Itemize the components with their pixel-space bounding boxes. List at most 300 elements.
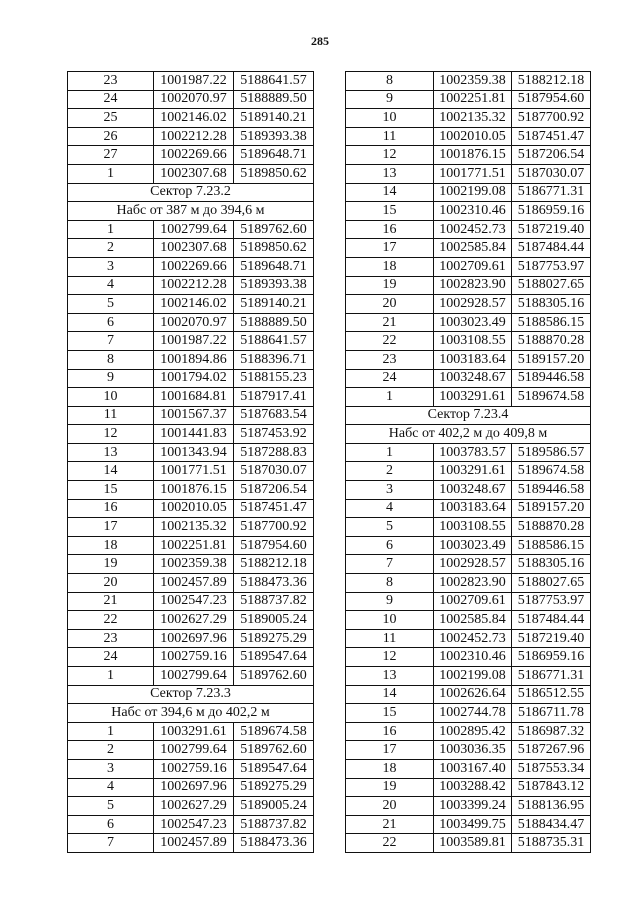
table-row: [68, 834, 314, 853]
table-row: [346, 239, 591, 258]
x-coordinate-cell: 1002199.08: [434, 183, 512, 202]
table-row: [68, 72, 314, 91]
y-coordinate-cell: 5188473.36: [234, 574, 314, 593]
table-row: [346, 536, 591, 555]
table-row: [346, 685, 591, 704]
y-coordinate-cell: 5189140.21: [234, 295, 314, 314]
point-number-cell: 14: [346, 685, 434, 704]
point-number-cell: 15: [68, 481, 154, 500]
y-coordinate-cell: 5187453.92: [234, 425, 314, 444]
table-row: [68, 481, 314, 500]
y-coordinate-cell: 5187753.97: [512, 592, 591, 611]
point-number-cell: 2: [346, 462, 434, 481]
y-coordinate-cell: 5189850.62: [234, 239, 314, 258]
x-coordinate-cell: 1002212.28: [154, 276, 234, 295]
point-number-cell: 8: [346, 574, 434, 593]
table-row: [346, 648, 591, 667]
y-coordinate-cell: 5187267.96: [512, 741, 591, 760]
table-row: [346, 350, 591, 369]
y-coordinate-cell: 5187219.40: [512, 220, 591, 239]
point-number-cell: 13: [68, 443, 154, 462]
y-coordinate-cell: 5188586.15: [512, 536, 591, 555]
y-coordinate-cell: 5187288.83: [234, 443, 314, 462]
y-coordinate-cell: 5189547.64: [234, 648, 314, 667]
x-coordinate-cell: 1003288.42: [434, 778, 512, 797]
table-row: [346, 574, 591, 593]
x-coordinate-cell: 1002010.05: [434, 127, 512, 146]
point-number-cell: 1: [346, 388, 434, 407]
x-coordinate-cell: 1002457.89: [154, 574, 234, 593]
table-row: [68, 239, 314, 258]
point-number-cell: 11: [68, 406, 154, 425]
y-coordinate-cell: 5188641.57: [234, 72, 314, 91]
table-row: [68, 146, 314, 165]
x-coordinate-cell: 1002928.57: [434, 295, 512, 314]
table-row: [68, 574, 314, 593]
y-coordinate-cell: 5189446.58: [512, 369, 591, 388]
x-coordinate-cell: 1001343.94: [154, 443, 234, 462]
point-number-cell: 24: [68, 648, 154, 667]
x-coordinate-cell: 1002585.84: [434, 239, 512, 258]
point-number-cell: 3: [68, 759, 154, 778]
y-coordinate-cell: 5189393.38: [234, 276, 314, 295]
point-number-cell: 14: [346, 183, 434, 202]
y-coordinate-cell: 5189762.60: [234, 220, 314, 239]
point-number-cell: 13: [346, 667, 434, 686]
point-number-cell: 1: [68, 722, 154, 741]
y-coordinate-cell: 5188735.31: [512, 834, 591, 853]
x-coordinate-cell: 1001771.51: [154, 462, 234, 481]
point-number-cell: 18: [346, 759, 434, 778]
point-number-cell: 12: [68, 425, 154, 444]
y-coordinate-cell: 5187553.34: [512, 759, 591, 778]
page-number: 285: [311, 34, 329, 48]
table-row: [68, 425, 314, 444]
x-coordinate-cell: 1002627.29: [154, 797, 234, 816]
table-row: [68, 592, 314, 611]
x-coordinate-cell: 1002626.64: [434, 685, 512, 704]
x-coordinate-cell: 1003183.64: [434, 499, 512, 518]
point-number-cell: 21: [68, 592, 154, 611]
table-row: [346, 555, 591, 574]
point-number-cell: 27: [68, 146, 154, 165]
x-coordinate-cell: 1001567.37: [154, 406, 234, 425]
table-row: [68, 629, 314, 648]
x-coordinate-cell: 1002547.23: [154, 815, 234, 834]
elevation-range-row: [68, 704, 314, 723]
y-coordinate-cell: 5186711.78: [512, 704, 591, 723]
point-number-cell: 20: [346, 797, 434, 816]
x-coordinate-cell: 1002627.29: [154, 611, 234, 630]
point-number-cell: 1: [68, 164, 154, 183]
table-row: [346, 611, 591, 630]
x-coordinate-cell: 1002585.84: [434, 611, 512, 630]
y-coordinate-cell: 5188870.28: [512, 332, 591, 351]
table-row: [346, 481, 591, 500]
x-coordinate-cell: 1002359.38: [434, 72, 512, 91]
point-number-cell: 16: [346, 220, 434, 239]
table-row: [346, 443, 591, 462]
table-row: [68, 350, 314, 369]
point-number-cell: 20: [68, 574, 154, 593]
point-number-cell: 15: [346, 202, 434, 221]
y-coordinate-cell: 5186959.16: [512, 648, 591, 667]
y-coordinate-cell: 5186987.32: [512, 722, 591, 741]
y-coordinate-cell: 5187683.54: [234, 406, 314, 425]
x-coordinate-cell: 1002799.64: [154, 220, 234, 239]
x-coordinate-cell: 1002269.66: [154, 146, 234, 165]
y-coordinate-cell: 5187206.54: [234, 481, 314, 500]
y-coordinate-cell: 5188305.16: [512, 295, 591, 314]
y-coordinate-cell: 5188027.65: [512, 574, 591, 593]
table-row: [346, 667, 591, 686]
point-number-cell: 26: [68, 127, 154, 146]
table-row: [346, 164, 591, 183]
y-coordinate-cell: 5187700.92: [512, 109, 591, 128]
table-body-right: [346, 72, 591, 853]
table-row: [68, 648, 314, 667]
y-coordinate-cell: 5187954.60: [234, 536, 314, 555]
y-coordinate-cell: 5187484.44: [512, 611, 591, 630]
x-coordinate-cell: 1002307.68: [154, 164, 234, 183]
y-coordinate-cell: 5188027.65: [512, 276, 591, 295]
y-coordinate-cell: 5189547.64: [234, 759, 314, 778]
point-number-cell: 7: [68, 332, 154, 351]
y-coordinate-cell: 5188136.95: [512, 797, 591, 816]
point-number-cell: 22: [346, 332, 434, 351]
y-coordinate-cell: 5187484.44: [512, 239, 591, 258]
table-row: [68, 388, 314, 407]
point-number-cell: 25: [68, 109, 154, 128]
point-number-cell: 22: [68, 611, 154, 630]
table-row: [346, 722, 591, 741]
table-row: [68, 220, 314, 239]
x-coordinate-cell: 1002709.61: [434, 257, 512, 276]
elevation-range-row: [346, 425, 591, 444]
point-number-cell: 19: [346, 778, 434, 797]
x-coordinate-cell: 1002799.64: [154, 667, 234, 686]
point-number-cell: 6: [68, 313, 154, 332]
y-coordinate-cell: 5188737.82: [234, 815, 314, 834]
point-number-cell: 12: [346, 146, 434, 165]
table-row: [68, 462, 314, 481]
point-number-cell: 5: [346, 518, 434, 537]
table-row: [346, 741, 591, 760]
x-coordinate-cell: 1001987.22: [154, 332, 234, 351]
point-number-cell: 4: [68, 778, 154, 797]
x-coordinate-cell: 1002135.32: [434, 109, 512, 128]
x-coordinate-cell: 1002146.02: [154, 295, 234, 314]
table-row: [68, 369, 314, 388]
sector-title: Сектор 7.23.3: [68, 685, 314, 704]
table-row: [68, 815, 314, 834]
y-coordinate-cell: 5189586.57: [512, 443, 591, 462]
y-coordinate-cell: 5189275.29: [234, 778, 314, 797]
point-number-cell: 23: [68, 629, 154, 648]
elevation-range-text: Набс от 402,2 м до 409,8 м: [346, 425, 591, 444]
table-row: [346, 369, 591, 388]
table-row: [346, 276, 591, 295]
x-coordinate-cell: 1001987.22: [154, 72, 234, 91]
table-row: [68, 443, 314, 462]
table-row: [68, 164, 314, 183]
x-coordinate-cell: 1002709.61: [434, 592, 512, 611]
x-coordinate-cell: 1002697.96: [154, 778, 234, 797]
table-row: [346, 90, 591, 109]
y-coordinate-cell: 5188434.47: [512, 815, 591, 834]
table-row: [346, 313, 591, 332]
x-coordinate-cell: 1001684.81: [154, 388, 234, 407]
x-coordinate-cell: 1002823.90: [434, 574, 512, 593]
table-row: [68, 667, 314, 686]
point-number-cell: 20: [346, 295, 434, 314]
table-row: [68, 90, 314, 109]
table-row: [68, 332, 314, 351]
table-row: [68, 722, 314, 741]
x-coordinate-cell: 1001771.51: [434, 164, 512, 183]
y-coordinate-cell: 5189648.71: [234, 146, 314, 165]
y-coordinate-cell: 5189648.71: [234, 257, 314, 276]
y-coordinate-cell: 5188586.15: [512, 313, 591, 332]
point-number-cell: 23: [68, 72, 154, 91]
x-coordinate-cell: 1002146.02: [154, 109, 234, 128]
x-coordinate-cell: 1003036.35: [434, 741, 512, 760]
y-coordinate-cell: 5189850.62: [234, 164, 314, 183]
x-coordinate-cell: 1003499.75: [434, 815, 512, 834]
x-coordinate-cell: 1003589.81: [434, 834, 512, 853]
y-coordinate-cell: 5186512.55: [512, 685, 591, 704]
sector-title: Сектор 7.23.4: [346, 406, 591, 425]
table-row: [68, 778, 314, 797]
x-coordinate-cell: 1002070.97: [154, 313, 234, 332]
elevation-range-text: Набс от 394,6 м до 402,2 м: [68, 704, 314, 723]
y-coordinate-cell: 5188212.18: [234, 555, 314, 574]
x-coordinate-cell: 1003399.24: [434, 797, 512, 816]
sector-heading-row: [68, 183, 314, 202]
point-number-cell: 3: [346, 481, 434, 500]
y-coordinate-cell: 5188473.36: [234, 834, 314, 853]
x-coordinate-cell: 1002310.46: [434, 202, 512, 221]
x-coordinate-cell: 1003248.67: [434, 481, 512, 500]
y-coordinate-cell: 5189762.60: [234, 741, 314, 760]
point-number-cell: 17: [68, 518, 154, 537]
y-coordinate-cell: 5188212.18: [512, 72, 591, 91]
x-coordinate-cell: 1003291.61: [154, 722, 234, 741]
point-number-cell: 8: [346, 72, 434, 91]
table-row: [346, 72, 591, 91]
y-coordinate-cell: 5187219.40: [512, 629, 591, 648]
point-number-cell: 9: [346, 592, 434, 611]
y-coordinate-cell: 5188737.82: [234, 592, 314, 611]
point-number-cell: 3: [68, 257, 154, 276]
y-coordinate-cell: 5189674.58: [512, 462, 591, 481]
y-coordinate-cell: 5188396.71: [234, 350, 314, 369]
x-coordinate-cell: 1001876.15: [154, 481, 234, 500]
x-coordinate-cell: 1002199.08: [434, 667, 512, 686]
point-number-cell: 2: [68, 741, 154, 760]
x-coordinate-cell: 1003023.49: [434, 536, 512, 555]
table-row: [68, 109, 314, 128]
point-number-cell: 11: [346, 629, 434, 648]
table-row: [68, 127, 314, 146]
x-coordinate-cell: 1002759.16: [154, 759, 234, 778]
point-number-cell: 13: [346, 164, 434, 183]
point-number-cell: 4: [68, 276, 154, 295]
point-number-cell: 19: [68, 555, 154, 574]
y-coordinate-cell: 5187030.07: [234, 462, 314, 481]
y-coordinate-cell: 5189140.21: [234, 109, 314, 128]
table-row: [68, 276, 314, 295]
x-coordinate-cell: 1003291.61: [434, 388, 512, 407]
y-coordinate-cell: 5188889.50: [234, 90, 314, 109]
table-row: [346, 797, 591, 816]
point-number-cell: 5: [68, 797, 154, 816]
table-row: [68, 536, 314, 555]
table-row: [346, 759, 591, 778]
y-coordinate-cell: 5187843.12: [512, 778, 591, 797]
x-coordinate-cell: 1003248.67: [434, 369, 512, 388]
x-coordinate-cell: 1002310.46: [434, 648, 512, 667]
table-row: [346, 704, 591, 723]
x-coordinate-cell: 1002010.05: [154, 499, 234, 518]
x-coordinate-cell: 1001894.86: [154, 350, 234, 369]
y-coordinate-cell: 5187700.92: [234, 518, 314, 537]
y-coordinate-cell: 5189157.20: [512, 499, 591, 518]
x-coordinate-cell: 1002928.57: [434, 555, 512, 574]
table-row: [68, 499, 314, 518]
point-number-cell: 15: [346, 704, 434, 723]
elevation-range-row: [68, 202, 314, 221]
table-row: [346, 629, 591, 648]
point-number-cell: 1: [68, 667, 154, 686]
table-row: [346, 295, 591, 314]
y-coordinate-cell: 5187451.47: [234, 499, 314, 518]
x-coordinate-cell: 1001794.02: [154, 369, 234, 388]
table-row: [346, 815, 591, 834]
table-row: [68, 295, 314, 314]
point-number-cell: 21: [346, 815, 434, 834]
point-number-cell: 7: [346, 555, 434, 574]
y-coordinate-cell: 5189393.38: [234, 127, 314, 146]
y-coordinate-cell: 5189674.58: [234, 722, 314, 741]
x-coordinate-cell: 1003023.49: [434, 313, 512, 332]
sector-heading-row: [68, 685, 314, 704]
x-coordinate-cell: 1002697.96: [154, 629, 234, 648]
point-number-cell: 19: [346, 276, 434, 295]
point-number-cell: 5: [68, 295, 154, 314]
coordinates-table-right: [345, 71, 591, 853]
x-coordinate-cell: 1003183.64: [434, 350, 512, 369]
table-body-left: [68, 72, 314, 853]
point-number-cell: 6: [68, 815, 154, 834]
y-coordinate-cell: 5189157.20: [512, 350, 591, 369]
x-coordinate-cell: 1002744.78: [434, 704, 512, 723]
table-row: [68, 555, 314, 574]
table-row: [346, 462, 591, 481]
x-coordinate-cell: 1003108.55: [434, 332, 512, 351]
point-number-cell: 24: [68, 90, 154, 109]
table-row: [346, 388, 591, 407]
table-row: [346, 518, 591, 537]
x-coordinate-cell: 1002070.97: [154, 90, 234, 109]
x-coordinate-cell: 1002135.32: [154, 518, 234, 537]
table-row: [346, 592, 591, 611]
table-row: [68, 313, 314, 332]
point-number-cell: 24: [346, 369, 434, 388]
point-number-cell: 6: [346, 536, 434, 555]
point-number-cell: 23: [346, 350, 434, 369]
x-coordinate-cell: 1002452.73: [434, 220, 512, 239]
x-coordinate-cell: 1001441.83: [154, 425, 234, 444]
point-number-cell: 14: [68, 462, 154, 481]
y-coordinate-cell: 5188155.23: [234, 369, 314, 388]
x-coordinate-cell: 1002307.68: [154, 239, 234, 258]
y-coordinate-cell: 5187954.60: [512, 90, 591, 109]
table-row: [346, 202, 591, 221]
y-coordinate-cell: 5187206.54: [512, 146, 591, 165]
x-coordinate-cell: 1003291.61: [434, 462, 512, 481]
x-coordinate-cell: 1002251.81: [434, 90, 512, 109]
y-coordinate-cell: 5189005.24: [234, 797, 314, 816]
x-coordinate-cell: 1002251.81: [154, 536, 234, 555]
point-number-cell: 18: [68, 536, 154, 555]
y-coordinate-cell: 5189762.60: [234, 667, 314, 686]
point-number-cell: 9: [68, 369, 154, 388]
x-coordinate-cell: 1003108.55: [434, 518, 512, 537]
point-number-cell: 17: [346, 239, 434, 258]
x-coordinate-cell: 1001876.15: [434, 146, 512, 165]
x-coordinate-cell: 1002269.66: [154, 257, 234, 276]
point-number-cell: 8: [68, 350, 154, 369]
point-number-cell: 18: [346, 257, 434, 276]
point-number-cell: 21: [346, 313, 434, 332]
table-row: [346, 109, 591, 128]
point-number-cell: 10: [346, 109, 434, 128]
point-number-cell: 1: [346, 443, 434, 462]
table-row: [346, 834, 591, 853]
point-number-cell: 7: [68, 834, 154, 853]
table-row: [346, 146, 591, 165]
table-row: [346, 499, 591, 518]
point-number-cell: 10: [68, 388, 154, 407]
y-coordinate-cell: 5189446.58: [512, 481, 591, 500]
table-row: [68, 797, 314, 816]
y-coordinate-cell: 5187753.97: [512, 257, 591, 276]
point-number-cell: 22: [346, 834, 434, 853]
y-coordinate-cell: 5186771.31: [512, 667, 591, 686]
x-coordinate-cell: 1002452.73: [434, 629, 512, 648]
x-coordinate-cell: 1003167.40: [434, 759, 512, 778]
y-coordinate-cell: 5189674.58: [512, 388, 591, 407]
point-number-cell: 4: [346, 499, 434, 518]
table-row: [346, 332, 591, 351]
x-coordinate-cell: 1003783.57: [434, 443, 512, 462]
y-coordinate-cell: 5188305.16: [512, 555, 591, 574]
point-number-cell: 17: [346, 741, 434, 760]
sector-title: Сектор 7.23.2: [68, 183, 314, 202]
y-coordinate-cell: 5188889.50: [234, 313, 314, 332]
elevation-range-text: Набс от 387 м до 394,6 м: [68, 202, 314, 221]
point-number-cell: 11: [346, 127, 434, 146]
table-row: [68, 741, 314, 760]
table-row: [68, 759, 314, 778]
table-row: [68, 518, 314, 537]
sector-heading-row: [346, 406, 591, 425]
x-coordinate-cell: 1002895.42: [434, 722, 512, 741]
table-row: [346, 220, 591, 239]
x-coordinate-cell: 1002759.16: [154, 648, 234, 667]
y-coordinate-cell: 5187030.07: [512, 164, 591, 183]
